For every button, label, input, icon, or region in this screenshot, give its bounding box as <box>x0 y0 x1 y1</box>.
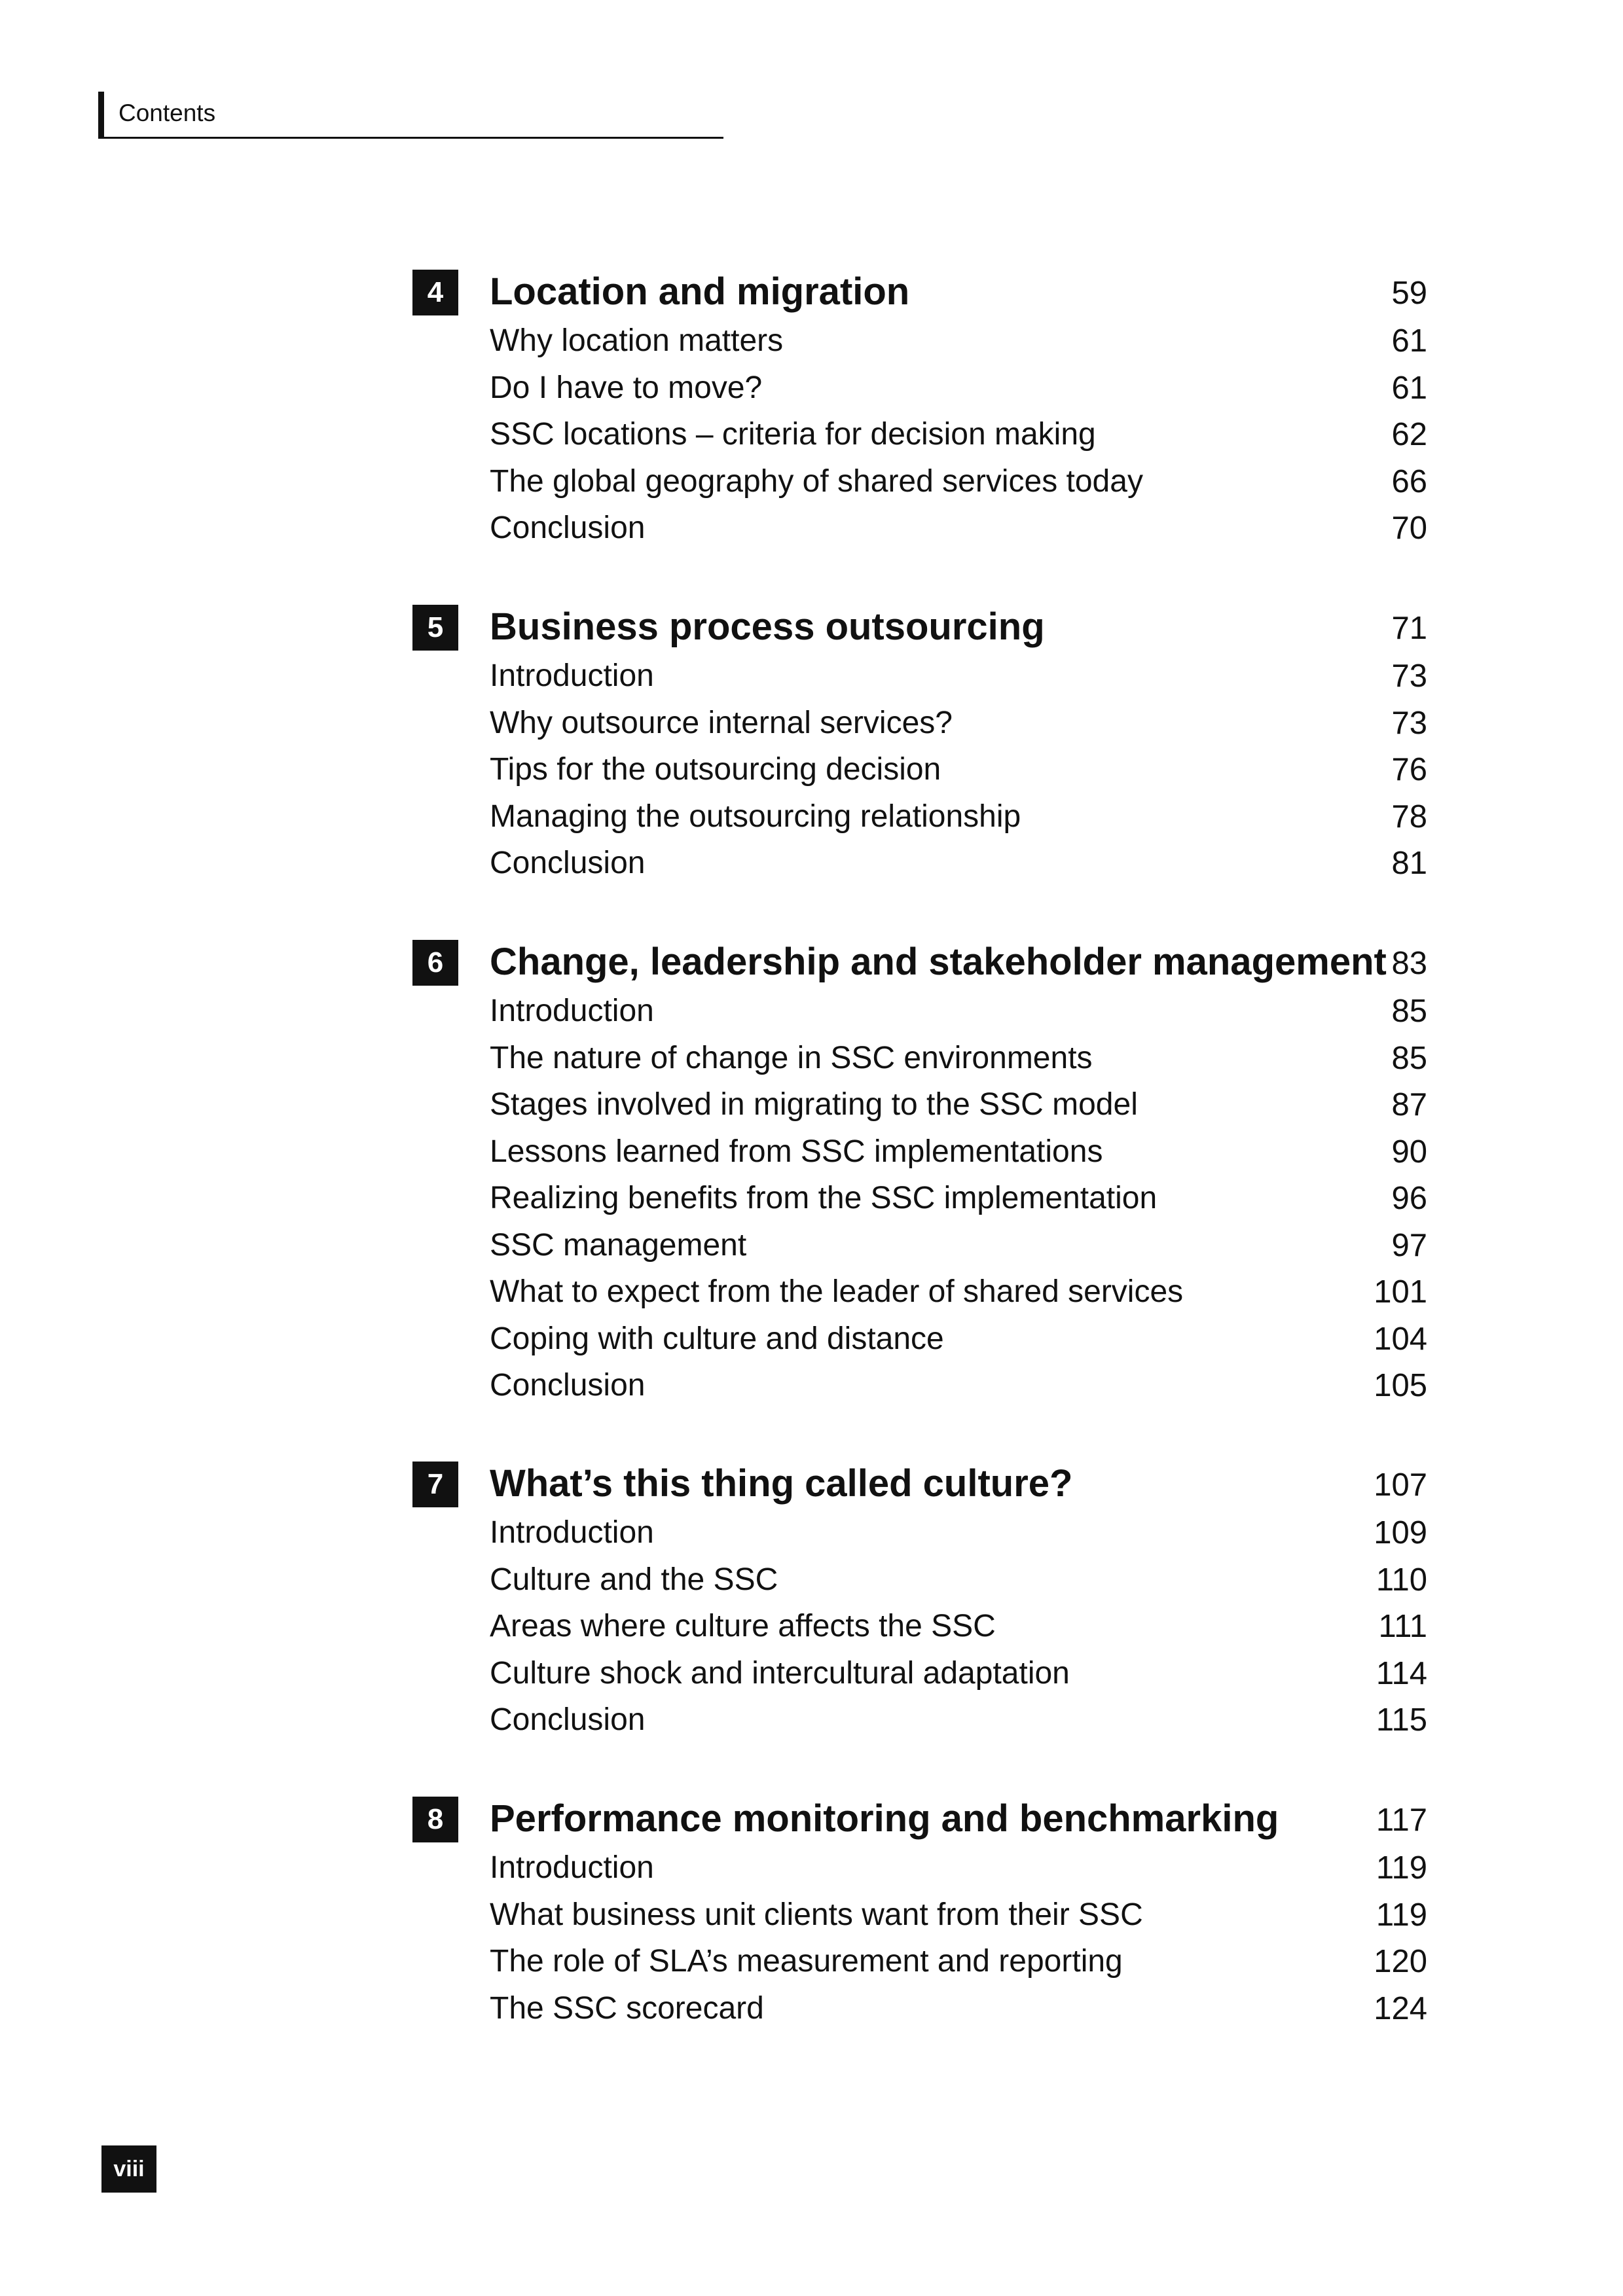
running-header-title: Contents <box>119 99 216 126</box>
section-title: Tips for the outsourcing decision <box>490 752 941 787</box>
section-title: Realizing benefits from the SSC implementation <box>490 1181 1158 1215</box>
chapter-number-badge: 5 <box>412 605 458 651</box>
chapter-number-badge: 7 <box>412 1462 458 1507</box>
section-title: Culture shock and intercultural adaptation <box>490 1655 1070 1691</box>
section-page-number: 114 <box>1376 1655 1427 1691</box>
section-title: SSC locations – criteria for decision making <box>490 417 1096 452</box>
section-page-number: 61 <box>1391 323 1427 359</box>
chapter-page-number: 117 <box>1376 1803 1427 1838</box>
section-title: Why outsource internal services? <box>490 705 953 740</box>
section-title: Introduction <box>490 658 654 693</box>
section-page-number: 61 <box>1391 370 1427 406</box>
toc-entry[interactable] <box>412 1267 1427 1314</box>
toc-entry[interactable] <box>412 792 1427 839</box>
chapter-title: Business process outsourcing <box>490 605 1045 648</box>
section-title: What business unit clients want from their SSC <box>490 1897 1143 1932</box>
toc-entry[interactable] <box>412 1080 1427 1127</box>
section-title: SSC management <box>490 1227 747 1263</box>
section-list <box>412 1843 1427 2030</box>
toc-entry[interactable] <box>412 1361 1427 1408</box>
chapter-4 <box>412 265 1427 550</box>
section-page-number: 97 <box>1391 1227 1427 1263</box>
section-title: Areas where culture affects the SSC <box>490 1609 996 1643</box>
section-title: Stages involved in migrating to the SSC model <box>490 1087 1138 1122</box>
section-title: Introduction <box>490 994 654 1028</box>
section-title: Culture and the SSC <box>490 1562 778 1597</box>
chapter-number-badge: 6 <box>412 940 458 986</box>
chapter-heading[interactable] <box>412 265 1427 316</box>
toc-entry[interactable] <box>412 410 1427 457</box>
chapter-5 <box>412 600 1427 886</box>
chapter-page-number: 107 <box>1374 1467 1427 1503</box>
section-title: Conclusion <box>490 511 646 545</box>
section-list <box>412 316 1427 550</box>
chapter-page-number: 83 <box>1391 946 1427 981</box>
section-title: Conclusion <box>490 1368 646 1403</box>
section-page-number: 119 <box>1376 1850 1427 1886</box>
section-page-number: 73 <box>1391 705 1427 741</box>
section-title: Conclusion <box>490 1702 646 1737</box>
section-page-number: 96 <box>1391 1181 1427 1216</box>
section-page-number: 119 <box>1376 1897 1427 1933</box>
toc-entry[interactable] <box>412 1314 1427 1361</box>
section-list <box>412 1508 1427 1742</box>
chapter-heading[interactable] <box>412 935 1427 986</box>
chapter-page-number: 59 <box>1391 276 1427 311</box>
section-page-number: 81 <box>1391 846 1427 881</box>
section-page-number: 124 <box>1374 1990 1427 2026</box>
toc-entry[interactable] <box>412 1984 1427 2031</box>
section-page-number: 85 <box>1391 1040 1427 1076</box>
section-page-number: 104 <box>1374 1321 1427 1357</box>
section-title: The role of SLA’s measurement and reporting <box>490 1944 1123 1979</box>
toc-entry[interactable] <box>412 698 1427 745</box>
toc-entry[interactable] <box>412 1695 1427 1742</box>
chapter-heading[interactable] <box>412 1792 1427 1843</box>
section-title: Introduction <box>490 1515 654 1550</box>
toc-entry[interactable] <box>412 1174 1427 1221</box>
section-page-number: 76 <box>1391 752 1427 787</box>
toc-entry[interactable] <box>412 1843 1427 1890</box>
section-title: The SSC scorecard <box>490 1990 764 2026</box>
chapter-title: What’s this thing called culture? <box>490 1462 1073 1505</box>
chapter-title: Performance monitoring and benchmarking <box>490 1797 1279 1840</box>
section-page-number: 105 <box>1374 1368 1427 1403</box>
section-page-number: 120 <box>1374 1944 1427 1979</box>
page-folio: viii <box>101 2145 156 2193</box>
toc-entry[interactable] <box>412 503 1427 550</box>
section-page-number: 85 <box>1391 994 1427 1029</box>
toc-entry[interactable] <box>412 363 1427 410</box>
section-page-number: 101 <box>1374 1274 1427 1310</box>
chapter-heading[interactable] <box>412 600 1427 651</box>
section-page-number: 87 <box>1391 1087 1427 1122</box>
section-page-number: 66 <box>1391 463 1427 499</box>
toc-entry[interactable] <box>412 316 1427 363</box>
chapter-heading[interactable] <box>412 1457 1427 1508</box>
chapter-8 <box>412 1792 1427 2030</box>
section-page-number: 110 <box>1376 1562 1427 1598</box>
chapter-number-badge: 8 <box>412 1797 458 1842</box>
toc-entry[interactable] <box>412 745 1427 792</box>
toc-entry[interactable] <box>412 1602 1427 1649</box>
toc-entry[interactable] <box>412 1127 1427 1174</box>
toc-entry[interactable] <box>412 1033 1427 1081</box>
section-title: What to expect from the leader of shared services <box>490 1274 1184 1309</box>
section-page-number: 73 <box>1391 658 1427 694</box>
section-title: Why location matters <box>490 323 784 358</box>
section-list <box>412 986 1427 1408</box>
section-title: Introduction <box>490 1850 654 1885</box>
section-title: Lessons learned from SSC implementations <box>490 1134 1103 1169</box>
chapter-7 <box>412 1457 1427 1742</box>
toc-entry[interactable] <box>412 1890 1427 1937</box>
toc-entry[interactable] <box>412 651 1427 698</box>
section-page-number: 70 <box>1391 511 1427 546</box>
section-page-number: 62 <box>1391 417 1427 452</box>
toc-entry[interactable] <box>412 986 1427 1033</box>
chapter-title: Location and migration <box>490 270 910 313</box>
chapter-6 <box>412 935 1427 1408</box>
section-page-number: 109 <box>1374 1515 1427 1551</box>
section-title: Managing the outsourcing relationship <box>490 798 1021 834</box>
section-title: The nature of change in SSC environments <box>490 1040 1093 1075</box>
section-page-number: 111 <box>1378 1609 1427 1644</box>
section-page-number: 115 <box>1376 1702 1427 1738</box>
chapter-number-badge: 4 <box>412 270 458 315</box>
running-header <box>98 92 723 139</box>
section-list <box>412 651 1427 886</box>
section-title: Coping with culture and distance <box>490 1321 944 1356</box>
section-title: Do I have to move? <box>490 370 763 405</box>
toc-entry[interactable] <box>412 457 1427 504</box>
section-title: The global geography of shared services today <box>490 463 1143 499</box>
section-page-number: 90 <box>1391 1134 1427 1170</box>
toc-entry[interactable] <box>412 1555 1427 1602</box>
section-title: Conclusion <box>490 846 646 880</box>
toc-entry[interactable] <box>412 1221 1427 1268</box>
toc-entry[interactable] <box>412 1937 1427 1984</box>
chapter-title: Change, leadership and stakeholder management <box>490 941 1387 983</box>
chapter-page-number: 71 <box>1391 611 1427 646</box>
section-page-number: 78 <box>1391 798 1427 834</box>
toc-entry[interactable] <box>412 1508 1427 1555</box>
toc-entry[interactable] <box>412 1649 1427 1696</box>
toc-entry[interactable] <box>412 838 1427 886</box>
